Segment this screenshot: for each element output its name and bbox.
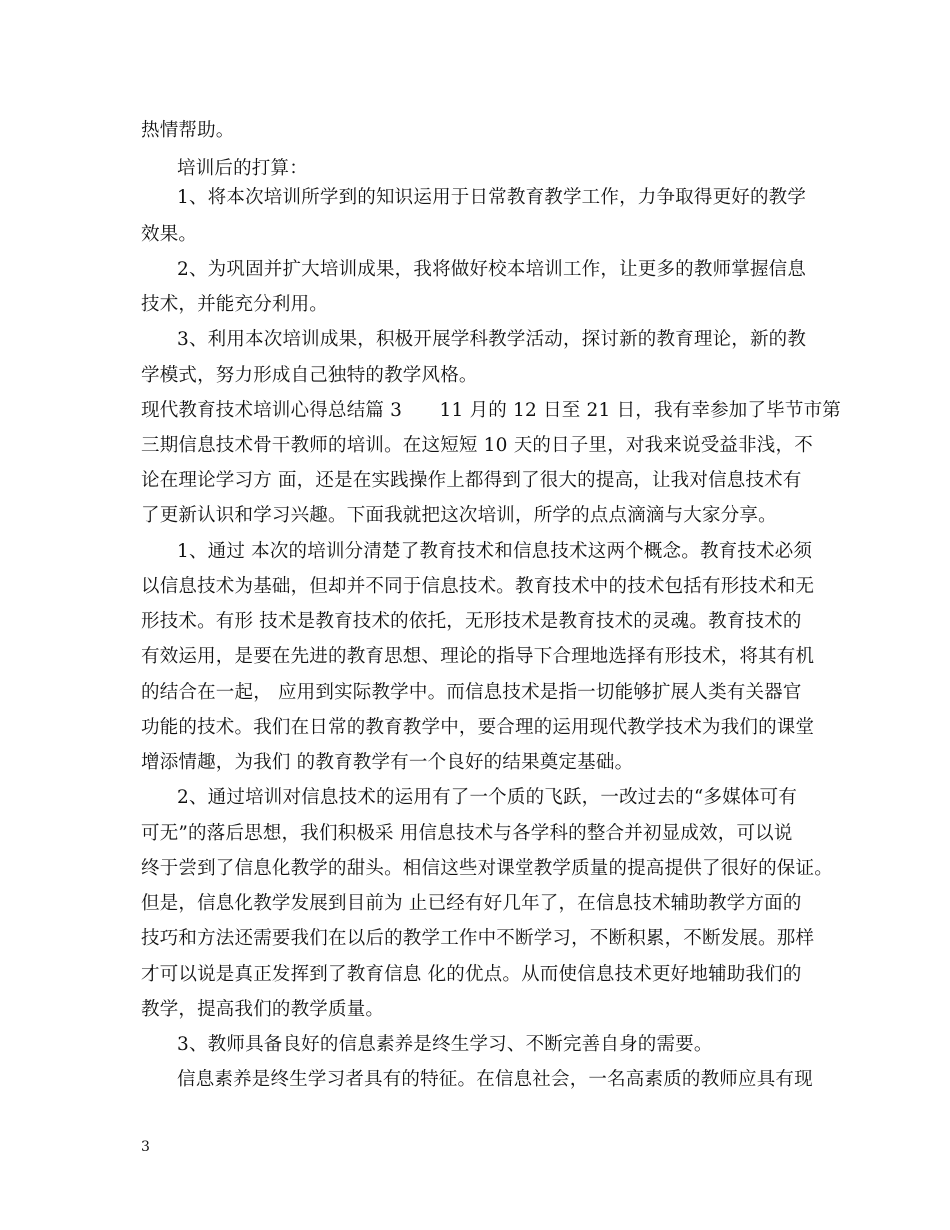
- text-line: 信息素养是终生学习者具有的特征。在信息社会，一名高素质的教师应具有现: [177, 1069, 813, 1090]
- text-line: 形技术。有形 技术是教育技术的依托，无形技术是教育技术的灵魂。教育技术的: [141, 611, 802, 632]
- text-line: 技术，并能充分利用。: [141, 294, 329, 315]
- text-line: 终于尝到了信息化教学的甜头。相信这些对课堂教学质量的提高提供了很好的保证。: [141, 858, 833, 879]
- text-line: 1、通过 本次的培训分清楚了教育技术和信息技术这两个概念。教育技术必须: [177, 541, 813, 562]
- text-line: 才可以说是真正发挥到了教育信息 化的优点。从而使信息技术更好地辅助我们的: [141, 964, 802, 985]
- page-number: 3: [141, 1139, 150, 1155]
- text-line: 但是，信息化教学发展到目前为 止已经有好几年了，在信息技术辅助教学方面的: [141, 893, 802, 914]
- text-line: 1、将本次培训所学到的知识运用于日常教育教学工作，力争取得更好的教学: [177, 187, 807, 208]
- text-line: 了更新认识和学习兴趣。下面我就把这次培训，所学的点点滴滴与大家分享。: [141, 505, 777, 526]
- text-line: 教学，提高我们的教学质量。: [141, 999, 385, 1020]
- text-line: 增添情趣，为我们 的教育教学有一个良好的结果奠定基础。: [141, 752, 634, 773]
- text-line: 效果。: [141, 224, 198, 245]
- text-line: 3、利用本次培训成果，积极开展学科教学活动，探讨新的教育理论，新的教: [177, 329, 807, 350]
- text-line: 论在理论学习方 面，还是在实践操作上都得到了很大的提高，让我对信息技术有: [141, 470, 802, 491]
- text-line: 3、教师具备良好的信息素养是终生学习、不断完善自身的需要。: [177, 1034, 713, 1055]
- text-line: 现代教育技术培训心得总结篇 3 11 月的 12 日至 21 日，我有幸参加了毕节市第: [141, 400, 841, 421]
- text-line: 功能的技术。我们在日常的教育教学中，要合理的运用现代教学技术为我们的课堂: [141, 717, 815, 738]
- text-line: 三期信息技术骨干教师的培训。在这短短 10 天的日子里，对我来说受益非浅，不: [141, 435, 813, 456]
- text-line: 的结合在一起， 应用到实际教学中。而信息技术是指一切能够扩展人类有关器官: [141, 682, 802, 703]
- text-line: 热情帮助。: [141, 120, 235, 141]
- text-line: 学模式，努力形成自己独特的教学风格。: [141, 365, 478, 386]
- text-line: 以信息技术为基础，但却并不同于信息技术。教育技术中的技术包括有形技术和无: [141, 576, 815, 597]
- text-line: 技巧和方法还需要我们在以后的教学工作中不断学习，不断积累，不断发展。那样: [141, 928, 815, 949]
- text-line: 有效运用，是要在先进的教育思想、理论的指导下合理地选择有形技术，将其有机: [141, 646, 815, 667]
- text-line: 培训后的打算：: [177, 158, 308, 179]
- text-line: 可无”的落后思想，我们积极采 用信息技术与各学科的整合并初显成效，可以说: [141, 823, 793, 844]
- text-line: 2、通过培训对信息技术的运用有了一个质的飞跃，一改过去的“多媒体可有: [177, 787, 798, 808]
- text-line: 2、为巩固并扩大培训成果，我将做好校本培训工作，让更多的教师掌握信息: [177, 259, 807, 280]
